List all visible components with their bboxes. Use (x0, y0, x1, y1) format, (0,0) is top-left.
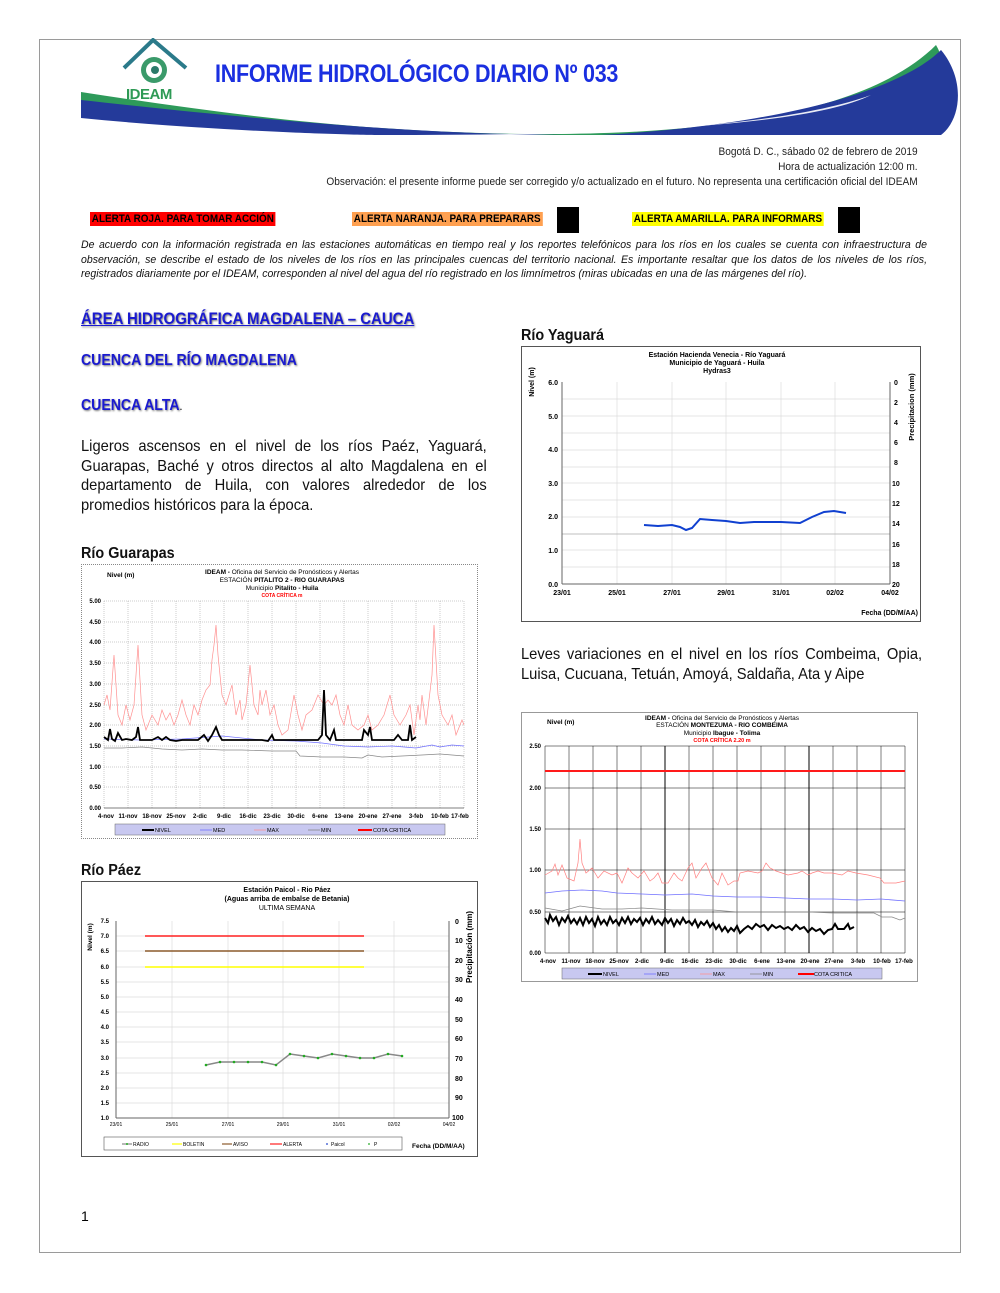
svg-text:20-ene: 20-ene (358, 814, 378, 820)
river-title-yaguara: Río Yaguará (521, 327, 604, 344)
svg-text:1.5: 1.5 (100, 1101, 109, 1107)
svg-text:25/01: 25/01 (165, 1122, 179, 1128)
svg-text:27-ene: 27-ene (382, 814, 402, 820)
svg-text:23-dic: 23-dic (263, 814, 281, 820)
svg-text:6.0: 6.0 (548, 380, 558, 387)
svg-text:80: 80 (455, 1076, 463, 1083)
svg-text:BOLETIN: BOLETIN (183, 1142, 205, 1148)
svg-text:3-feb: 3-feb (850, 959, 866, 965)
svg-text:20-ene: 20-ene (800, 959, 820, 965)
svg-text:MAX: MAX (713, 972, 725, 978)
summary-paragraph-alto-magdalena: Ligeros ascensos en el nivel de los ríos Paéz, Yaguará, Guarapas, Baché y otros directos al alto Magdalena en el departamento de Huila, con valores alrededor de los promedios históricos para la época. (81, 438, 487, 514)
svg-text:25-nov: 25-nov (166, 814, 186, 820)
svg-text:Municipio Pitalito - Huila: Municipio Pitalito - Huila (245, 585, 319, 592)
svg-text:4-nov: 4-nov (97, 814, 115, 820)
river-title-paez: Río Páez (81, 862, 142, 879)
svg-text:4.0: 4.0 (548, 447, 558, 454)
svg-text:6: 6 (894, 440, 898, 447)
svg-text:2.50: 2.50 (529, 744, 541, 750)
svg-text:60: 60 (455, 1036, 463, 1043)
svg-text:12: 12 (892, 501, 900, 508)
chart-guarapas (81, 564, 478, 839)
svg-text:4.0: 4.0 (100, 1025, 109, 1031)
svg-text:10: 10 (455, 938, 463, 945)
svg-text:16: 16 (892, 542, 900, 549)
svg-text:3.00: 3.00 (89, 682, 101, 688)
svg-text:3.0: 3.0 (100, 1056, 109, 1062)
svg-text:0.00: 0.00 (529, 951, 541, 957)
svg-text:40: 40 (455, 997, 463, 1004)
svg-text:1.00: 1.00 (89, 765, 101, 771)
svg-text:Nivel (m): Nivel (m) (107, 572, 135, 579)
svg-text:9-dic: 9-dic (659, 959, 675, 965)
svg-text:90: 90 (455, 1095, 463, 1102)
svg-text:7.5: 7.5 (100, 919, 109, 925)
alert-red-label: ALERTA ROJA. PARA TOMAR ACCIÓN (91, 213, 274, 225)
svg-text:Fecha (DD/M/AA): Fecha (DD/M/AA) (412, 1143, 465, 1150)
svg-text:0.50: 0.50 (529, 910, 541, 916)
svg-text:9-dic: 9-dic (216, 814, 232, 820)
heading-area-hidrografica: ÁREA HIDROGRÁFICA MAGDALENA – CAUCA (81, 309, 415, 328)
svg-text:0.0: 0.0 (548, 582, 558, 589)
svg-text:100: 100 (452, 1115, 464, 1122)
svg-text:4-nov: 4-nov (539, 959, 557, 965)
svg-text:2-dic: 2-dic (192, 814, 208, 820)
svg-text:(Aguas arriba de embalse de Be: (Aguas arriba de embalse de Betania) (224, 896, 350, 903)
svg-text:6.0: 6.0 (100, 965, 109, 971)
svg-text:0.00: 0.00 (89, 806, 101, 812)
svg-text:23-dic: 23-dic (705, 959, 723, 965)
svg-text:MED: MED (657, 972, 670, 978)
svg-text:8: 8 (894, 460, 898, 467)
svg-text:11-nov: 11-nov (118, 814, 138, 820)
svg-text:31/01: 31/01 (772, 590, 790, 597)
chart-paez (81, 881, 478, 1157)
svg-text:29/01: 29/01 (276, 1122, 290, 1128)
svg-text:17-feb: 17-feb (895, 959, 913, 965)
svg-text:3.5: 3.5 (100, 1040, 109, 1046)
svg-text:25-nov: 25-nov (609, 959, 629, 965)
svg-text:20: 20 (455, 958, 463, 965)
svg-text:IDEAM - Oficina del Servicio d: IDEAM - Oficina del Servicio de Pronósticos y Alertas (205, 569, 359, 576)
svg-text:10-feb: 10-feb (431, 814, 449, 820)
svg-text:2.5: 2.5 (100, 1071, 109, 1077)
svg-text:04/02: 04/02 (442, 1122, 456, 1128)
svg-text:17-feb: 17-feb (451, 814, 469, 820)
page-number: 1 (81, 1208, 89, 1224)
svg-text:27-ene: 27-ene (824, 959, 844, 965)
redaction-box (838, 207, 860, 233)
svg-text:5.0: 5.0 (548, 414, 558, 421)
svg-text:20: 20 (892, 582, 900, 589)
observation-note: Observación: el presente informe puede ser corregido y/o actualizado en el futuro. No representa una certificación oficial del IDEAM (326, 176, 918, 188)
svg-text:13-ene: 13-ene (776, 959, 796, 965)
svg-text:Nivel (m): Nivel (m) (87, 923, 94, 951)
svg-text:2.0: 2.0 (100, 1086, 109, 1092)
svg-text:Estación Paicol - Rio Páez: Estación Paicol - Rio Páez (243, 887, 331, 894)
svg-text:NIVEL: NIVEL (155, 828, 171, 834)
svg-text:0.50: 0.50 (89, 785, 101, 791)
svg-text:27/01: 27/01 (663, 590, 681, 597)
svg-text:NIVEL: NIVEL (603, 972, 619, 978)
svg-text:2.0: 2.0 (548, 514, 558, 521)
svg-text:02/02: 02/02 (826, 590, 844, 597)
svg-text:ESTACIÓN PITALITO 2 - RIO GUAR: ESTACIÓN PITALITO 2 - RIO GUARAPAS (219, 577, 345, 584)
svg-text:50: 50 (455, 1017, 463, 1024)
svg-text:1.0: 1.0 (100, 1116, 109, 1122)
svg-text:30-dic: 30-dic (729, 959, 747, 965)
svg-text:5.00: 5.00 (89, 599, 101, 605)
page-title: INFORME HIDROLÓGICO DIARIO Nº 033 (215, 60, 619, 88)
chart-yaguara (521, 346, 921, 622)
svg-text:2.00: 2.00 (89, 723, 101, 729)
svg-text:MIN: MIN (763, 972, 774, 978)
svg-text:18-nov: 18-nov (585, 959, 605, 965)
logo-text: IDEAM (126, 86, 172, 103)
svg-text:70: 70 (455, 1056, 463, 1063)
alert-yellow-label: ALERTA AMARILLA. PARA INFORMARS (633, 213, 823, 225)
svg-text:ALERTA: ALERTA (283, 1142, 302, 1148)
svg-text:AVISO: AVISO (233, 1142, 248, 1148)
svg-text:2.00: 2.00 (529, 786, 541, 792)
svg-text:1.0: 1.0 (548, 548, 558, 555)
svg-text:Municipio de Yaguará - Huila: Municipio de Yaguará - Huila (669, 360, 765, 367)
svg-text:6-ene: 6-ene (754, 959, 770, 965)
river-title-guarapas: Río Guarapas (81, 545, 175, 562)
svg-text:6-ene: 6-ene (312, 814, 328, 820)
svg-text:30-dic: 30-dic (287, 814, 305, 820)
svg-text:18-nov: 18-nov (142, 814, 162, 820)
svg-text:COTA CRÍTICA 2.20 m: COTA CRÍTICA 2.20 m (693, 738, 751, 744)
svg-text:Municipio Ibague - Tolima: Municipio Ibague - Tolima (683, 730, 761, 737)
svg-text:COTA CRITICA: COTA CRITICA (373, 828, 412, 834)
svg-text:7.0: 7.0 (100, 934, 109, 940)
report-meta (327, 145, 918, 190)
svg-text:25/01: 25/01 (608, 590, 626, 597)
svg-text:Nivel (m): Nivel (m) (529, 367, 536, 397)
svg-text:6.5: 6.5 (100, 949, 109, 955)
svg-text:2: 2 (894, 400, 898, 407)
svg-text:30: 30 (455, 977, 463, 984)
svg-text:4: 4 (894, 420, 898, 427)
summary-paragraph-tolima: Leves variaciones en el nivel en los ríos Combeima, Opia, Luisa, Cucuana, Tetuán, Amoyá, Saldaña, Ata y Aipe (521, 646, 923, 683)
svg-text:18: 18 (892, 562, 900, 569)
svg-text:27/01: 27/01 (221, 1122, 235, 1128)
svg-text:04/02: 04/02 (881, 590, 899, 597)
svg-text:16-dic: 16-dic (239, 814, 257, 820)
svg-text:3.50: 3.50 (89, 661, 101, 667)
svg-text:11-nov: 11-nov (561, 959, 581, 965)
svg-text:Precipitacion (mm): Precipitacion (mm) (907, 373, 916, 441)
svg-text:5.5: 5.5 (100, 980, 109, 986)
svg-text:13-ene: 13-ene (334, 814, 354, 820)
svg-text:COTA CRITICA: COTA CRITICA (814, 972, 853, 978)
svg-text:3-feb: 3-feb (408, 814, 424, 820)
svg-text:RADIO: RADIO (133, 1142, 149, 1148)
svg-text:Paicol: Paicol (331, 1142, 345, 1148)
svg-text:P: P (374, 1142, 378, 1148)
svg-text:1.00: 1.00 (529, 868, 541, 874)
svg-text:4.5: 4.5 (100, 1010, 109, 1016)
svg-text:23/01: 23/01 (553, 590, 571, 597)
svg-text:Precipitación (mm): Precipitación (mm) (465, 910, 474, 984)
alert-orange-label: ALERTA NARANJA. PARA PREPARARS (353, 213, 541, 225)
svg-text:4.50: 4.50 (89, 620, 101, 626)
svg-text:ULTIMA SEMANA: ULTIMA SEMANA (258, 905, 316, 912)
svg-text:MIN: MIN (321, 828, 332, 834)
intro-paragraph: De acuerdo con la información registrada en las estaciones automáticas en tiempo real y los reportes telefónicos para los ríos en los cuales se cuenta con infraestructura de observación, se describe el estado de los niveles de los ríos en las principales cuencas del territorio nacional. Es importante resaltar que los datos de los niveles de los ríos, registrados diariamente por el IDEAM, corresponden al nivel del agua del río registrado en los limnímetros (miras ubicadas en una de las márgenes del río). (81, 239, 927, 280)
svg-text:2-dic: 2-dic (634, 959, 650, 965)
svg-text:1.50: 1.50 (529, 827, 541, 833)
svg-text:Fecha (DD/M/AA): Fecha (DD/M/AA) (861, 610, 918, 617)
svg-text:MAX: MAX (267, 828, 279, 834)
svg-text:3.0: 3.0 (548, 481, 558, 488)
redaction-box (557, 207, 579, 233)
svg-text:10: 10 (892, 481, 900, 488)
svg-text:1.50: 1.50 (89, 744, 101, 750)
svg-text:2.50: 2.50 (89, 703, 101, 709)
svg-text:Hydras3: Hydras3 (703, 368, 731, 375)
heading-cuenca-alta-text: CUENCA ALTA (81, 397, 180, 414)
chart-combeima (521, 712, 918, 982)
svg-text:02/02: 02/02 (387, 1122, 401, 1128)
svg-text:0: 0 (455, 919, 459, 926)
svg-text:16-dic: 16-dic (681, 959, 699, 965)
svg-text:MED: MED (213, 828, 226, 834)
svg-text:10-feb: 10-feb (873, 959, 891, 965)
svg-text:4.00: 4.00 (89, 640, 101, 646)
svg-text:0: 0 (894, 380, 898, 387)
svg-text:Estación Hacienda Venecia - Rí: Estación Hacienda Venecia - Río Yaguará (648, 352, 786, 359)
svg-text:IDEAM - Oficina del Servicio d: IDEAM - Oficina del Servicio de Pronósticos y Alertas (645, 715, 799, 722)
update-time: Hora de actualización 12:00 m. (778, 161, 918, 173)
heading-cuenca-alta: CUENCA ALTA. (81, 397, 183, 414)
svg-text:29/01: 29/01 (717, 590, 735, 597)
date-line: Bogotá D. C., sábado 02 de febrero de 2019 (718, 146, 918, 158)
svg-text:14: 14 (892, 521, 900, 528)
svg-text:23/01: 23/01 (109, 1122, 123, 1128)
svg-text:ESTACIÓN MONTEZUMA - RIO COMB: ESTACIÓN MONTEZUMA - RIO COMBEIMA (656, 722, 788, 729)
svg-text:5.0: 5.0 (100, 995, 109, 1001)
svg-text:31/01: 31/01 (332, 1122, 346, 1128)
svg-text:COTA CRÍTICA m: COTA CRÍTICA m (261, 593, 303, 599)
heading-cuenca-magdalena: CUENCA DEL RÍO MAGDALENA (81, 352, 297, 369)
svg-text:Nivel (m): Nivel (m) (547, 719, 575, 726)
